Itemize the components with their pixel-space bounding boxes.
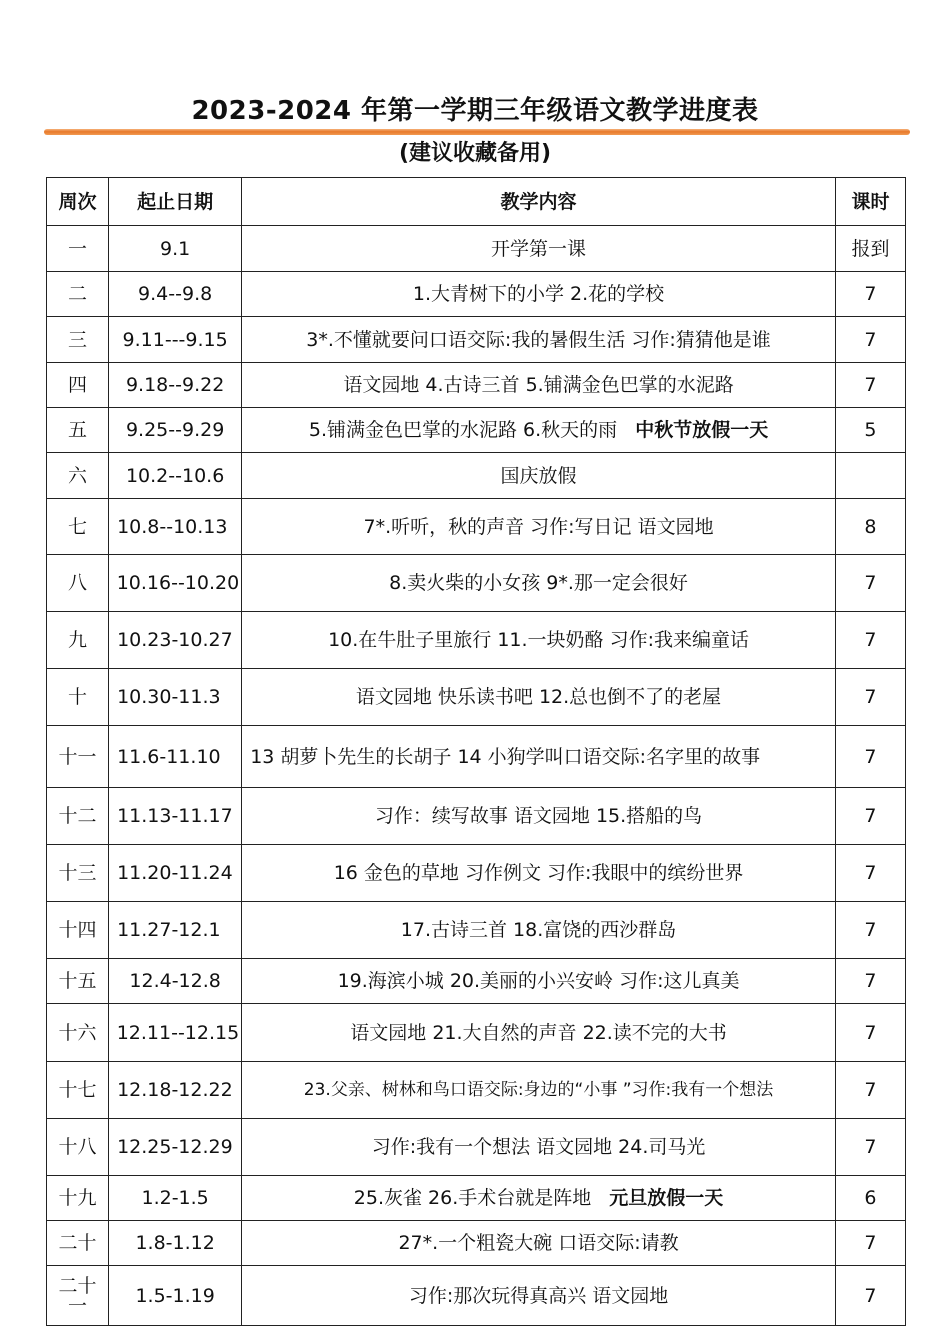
table-row — [47, 845, 906, 902]
week-cell: 十八 — [47, 1119, 109, 1176]
hours-cell: 7 — [835, 669, 905, 726]
table-row — [47, 669, 906, 726]
table-row — [47, 726, 906, 788]
content-cell: 13 胡萝卜先生的长胡子 14 小狗学叫口语交际:名字里的故事 — [242, 726, 836, 788]
hours-cell: 7 — [835, 272, 905, 317]
table-row — [47, 612, 906, 669]
date-cell: 11.27-12.1 — [109, 902, 242, 959]
content-cell: 习作：续写故事 语文园地 15.搭船的鸟 — [242, 788, 836, 845]
date-cell: 9.11---9.15 — [109, 317, 242, 363]
table-row — [47, 226, 906, 272]
holiday-note: 中秋节放假一天 — [635, 419, 769, 441]
hours-cell: 7 — [835, 555, 905, 612]
table-row — [47, 902, 906, 959]
hours-cell: 7 — [835, 1062, 905, 1119]
date-cell: 1.2-1.5 — [109, 1176, 242, 1221]
content-cell: 19.海滨小城 20.美丽的小兴安岭 习作:这儿真美 — [242, 959, 836, 1004]
hours-cell: 7 — [835, 363, 905, 408]
week-cell: 十三 — [47, 845, 109, 902]
title-divider — [44, 129, 910, 135]
date-cell: 12.25-12.29 — [109, 1119, 242, 1176]
week-cell: 四 — [47, 363, 109, 408]
week-cell: 十六 — [47, 1004, 109, 1062]
table-row — [47, 272, 906, 317]
holiday-note: 元旦放假一天 — [609, 1187, 724, 1209]
table-row — [47, 363, 906, 408]
page-subtitle: (建议收藏备用) — [398, 141, 552, 166]
hours-cell: 7 — [835, 1119, 905, 1176]
week-cell: 二 — [47, 272, 109, 317]
table-row — [47, 1004, 906, 1062]
week-cell: 十一 — [47, 726, 109, 788]
content-cell: 17.古诗三首 18.富饶的西沙群岛 — [242, 902, 836, 959]
content-cell: 语文园地 4.古诗三首 5.铺满金色巴掌的水泥路 — [242, 363, 836, 408]
table-row — [47, 453, 906, 499]
table-row — [47, 408, 906, 453]
week-cell: 五 — [47, 408, 109, 453]
hours-cell: 7 — [835, 1221, 905, 1266]
content-cell: 23.父亲、树林和鸟口语交际:身边的“小事 ”习作:我有一个想法 — [242, 1062, 836, 1119]
hours-cell: 7 — [835, 317, 905, 363]
week-cell: 七 — [47, 499, 109, 555]
date-cell: 1.5-1.19 — [109, 1266, 242, 1326]
table-row — [47, 788, 906, 845]
week-cell: 二十 — [47, 1221, 109, 1266]
content-cell: 16 金色的草地 习作例文 习作:我眼中的缤纷世界 — [242, 845, 836, 902]
content-cell — [242, 1176, 836, 1221]
hours-cell: 报到 — [835, 226, 905, 272]
content-cell: 习作:我有一个想法 语文园地 24.司马光 — [242, 1119, 836, 1176]
week-cell: 十 — [47, 669, 109, 726]
header-hours: 课时 — [835, 178, 905, 226]
date-cell: 10.16--10.20 — [109, 555, 242, 612]
content-cell: 10.在牛肚子里旅行 11.一块奶酪 习作:我来编童话 — [242, 612, 836, 669]
hours-cell: 7 — [835, 788, 905, 845]
week-cell: 十九 — [47, 1176, 109, 1221]
content-cell: 27*.一个粗瓷大碗 口语交际:请教 — [242, 1221, 836, 1266]
date-cell: 1.8-1.12 — [109, 1221, 242, 1266]
date-cell: 12.18-12.22 — [109, 1062, 242, 1119]
week-cell: 十四 — [47, 902, 109, 959]
date-cell: 12.4-12.8 — [109, 959, 242, 1004]
content-cell: 语文园地 快乐读书吧 12.总也倒不了的老屋 — [242, 669, 836, 726]
header-content: 教学内容 — [242, 178, 836, 226]
table-row — [47, 959, 906, 1004]
schedule-table — [46, 177, 906, 1326]
hours-cell: 7 — [835, 845, 905, 902]
content-cell: 1.大青树下的小学 2.花的学校 — [242, 272, 836, 317]
table-row — [47, 1119, 906, 1176]
content-cell: 习作:那次玩得真高兴 语文园地 — [242, 1266, 836, 1326]
week-cell: 一 — [47, 226, 109, 272]
content-cell: 7*.听听，秋的声音 习作:写日记 语文园地 — [242, 499, 836, 555]
table-row — [47, 1221, 906, 1266]
date-cell: 9.25--9.29 — [109, 408, 242, 453]
week-cell: 九 — [47, 612, 109, 669]
date-cell: 10.8--10.13 — [109, 499, 242, 555]
week-cell: 二十一 — [47, 1266, 109, 1326]
hours-cell: 8 — [835, 499, 905, 555]
week-cell: 八 — [47, 555, 109, 612]
date-cell: 10.2--10.6 — [109, 453, 242, 499]
content-cell: 8.卖火柴的小女孩 9*.那一定会很好 — [242, 555, 836, 612]
hours-cell: 7 — [835, 612, 905, 669]
header-week: 周次 — [47, 178, 109, 226]
hours-cell: 7 — [835, 902, 905, 959]
content-cell: 3*.不懂就要问口语交际:我的暑假生活 习作:猜猜他是谁 — [242, 317, 836, 363]
date-cell: 12.11--12.15 — [109, 1004, 242, 1062]
week-cell: 三 — [47, 317, 109, 363]
hours-cell — [835, 453, 905, 499]
hours-cell: 7 — [835, 1266, 905, 1326]
date-cell: 11.13-11.17 — [109, 788, 242, 845]
table-header-row — [47, 178, 906, 226]
header-date: 起止日期 — [109, 178, 242, 226]
date-cell: 9.18--9.22 — [109, 363, 242, 408]
hours-cell: 7 — [835, 959, 905, 1004]
week-cell: 六 — [47, 453, 109, 499]
table-row — [47, 317, 906, 363]
content-cell — [242, 408, 836, 453]
holiday-note: 国庆放假 — [242, 453, 836, 499]
date-cell: 9.1 — [109, 226, 242, 272]
content-text: 5.铺满金色巴掌的水泥路 6.秋天的雨 — [308, 419, 618, 441]
date-cell: 10.30-11.3 — [109, 669, 242, 726]
table-row — [47, 1176, 906, 1221]
hours-cell: 6 — [835, 1176, 905, 1221]
table-row — [47, 499, 906, 555]
table-row — [47, 555, 906, 612]
content-cell: 开学第一课 — [242, 226, 836, 272]
table-row — [47, 1266, 906, 1326]
week-cell: 十七 — [47, 1062, 109, 1119]
page-title: 2023-2024 年第一学期三年级语文教学进度表 — [191, 96, 759, 126]
date-cell: 9.4--9.8 — [109, 272, 242, 317]
content-cell: 语文园地 21.大自然的声音 22.读不完的大书 — [242, 1004, 836, 1062]
date-cell: 11.6-11.10 — [109, 726, 242, 788]
date-cell: 10.23-10.27 — [109, 612, 242, 669]
content-text: 25.灰雀 26.手术台就是阵地 — [353, 1187, 592, 1209]
table-row — [47, 1062, 906, 1119]
week-cell: 十二 — [47, 788, 109, 845]
date-cell: 11.20-11.24 — [109, 845, 242, 902]
week-cell: 十五 — [47, 959, 109, 1004]
hours-cell: 7 — [835, 1004, 905, 1062]
hours-cell: 5 — [835, 408, 905, 453]
hours-cell: 7 — [835, 726, 905, 788]
